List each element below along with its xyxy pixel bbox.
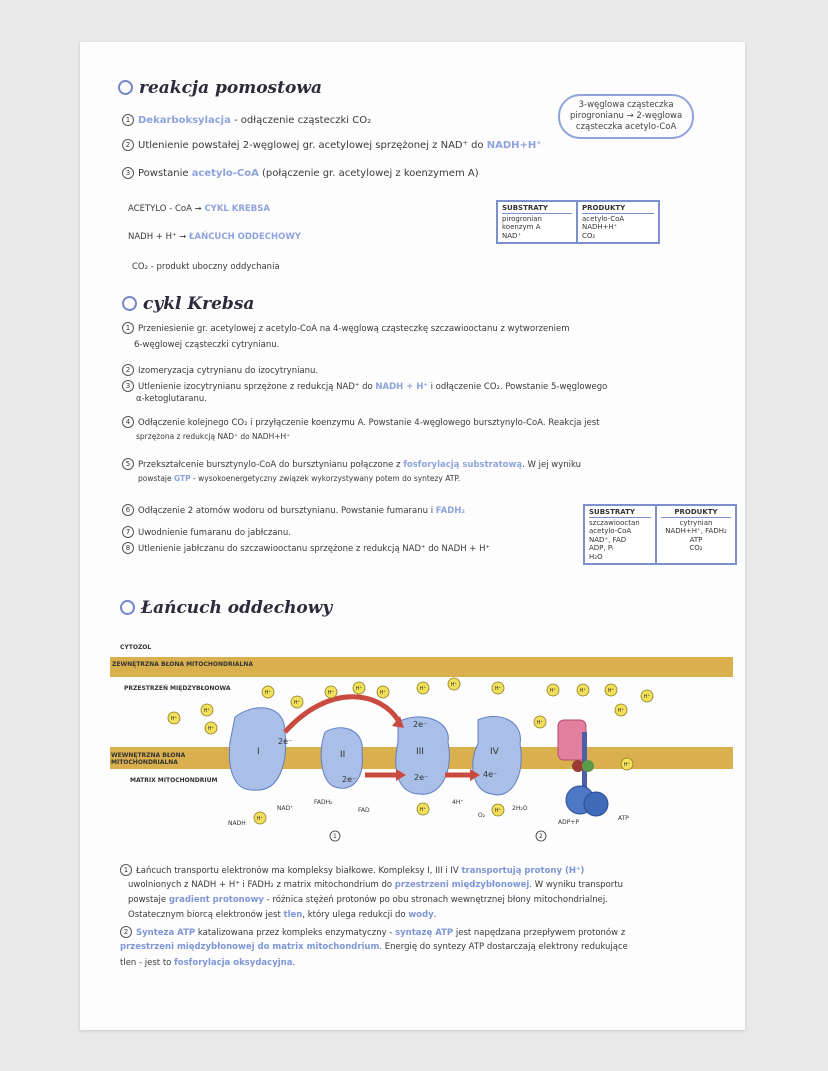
atp-label: ATP bbox=[618, 815, 629, 822]
number-2-icon: 2 bbox=[122, 139, 134, 151]
fad-label: FAD bbox=[358, 807, 370, 814]
note-2-line-3: tlen - jest to fosforylacja oksydacyjna. bbox=[120, 958, 296, 968]
water-label: 2H₂O bbox=[512, 805, 528, 812]
krebs-step-7: 7 Uwodnienie fumaranu do jabłczanu. bbox=[122, 526, 291, 538]
number-1-icon: 1 bbox=[122, 322, 134, 334]
note-1-line-1: 1 Łańcuch transportu elektronów ma kompleksy białkowe. Kompleksy I, III i IV transportują protony (H⁺) bbox=[120, 864, 584, 876]
krebs-step-3b: α-ketoglutaranu. bbox=[136, 394, 207, 404]
electrons-label: 2e⁻ bbox=[414, 773, 429, 782]
bullet-circle-icon bbox=[120, 600, 135, 615]
marker-2-label: 2 bbox=[539, 833, 543, 840]
proton-label: H⁺ bbox=[170, 716, 178, 722]
krebs-step-2: 2 Izomeryzacja cytrynianu do izocytrynianu. bbox=[122, 364, 318, 376]
krebs-step-5b: powstaje GTP - wysokoenergetyczny związek wykorzystywany potem do syntezy ATP. bbox=[138, 474, 461, 483]
krebs-step-6: 6 Odłączenie 2 atomów wodoru od bursztynianu. Powstanie fumaranu i FADH₂ bbox=[122, 504, 465, 516]
proton-label: H⁺ bbox=[643, 694, 651, 700]
respiratory-chain-diagram bbox=[80, 632, 745, 852]
proton-label: H⁺ bbox=[327, 690, 335, 696]
adp-label: ADP+P bbox=[558, 819, 579, 826]
nadh-label: NADH bbox=[228, 820, 246, 827]
bridge-step-2: 2 Utlenienie powstałej 2-węglowej gr. acetylowej sprzężonej z NAD⁺ do NADH+H⁺ bbox=[122, 139, 542, 151]
nadh-flow: NADH + H⁺ ➞ ŁAŃCUCH ODDECHOWY bbox=[128, 232, 301, 242]
number-2-icon: 2 bbox=[122, 364, 134, 376]
bullet-circle-icon bbox=[118, 80, 133, 95]
intermembrane-label: PRZESTRZEŃ MIĘDZYBŁONOWA bbox=[124, 685, 231, 692]
note-cloud: 3-węglowa cząsteczka pirogronianu → 2-węglowa cząsteczka acetylo-CoA bbox=[558, 94, 694, 139]
atp-synthase-subunit bbox=[582, 760, 594, 772]
proton-label: H⁺ bbox=[256, 816, 264, 822]
number-1-icon: 1 bbox=[122, 114, 134, 126]
atp-synthase-head bbox=[584, 792, 608, 816]
krebs-step-4: 4 Odłączenie kolejnego CO₂ i przyłączenie koenzymu A. Powstanie 4-węglowego bursztynylo-CoA. Reakcja jest bbox=[122, 416, 600, 428]
proton-label: H⁺ bbox=[419, 686, 427, 692]
bridge-step-3: 3 Powstanie acetylo-CoA (połączenie gr. acetylowej z koenzymem A) bbox=[122, 167, 479, 179]
proton-label: H⁺ bbox=[607, 688, 615, 694]
nad-label: NAD⁺ bbox=[277, 805, 294, 812]
proton-label: H⁺ bbox=[623, 762, 631, 768]
note-2-line-1: 2 Synteza ATP katalizowana przez kompleks enzymatyczny - syntazę ATP jest napędzana przepływem protonów z bbox=[120, 926, 625, 938]
note-1-line-3: powstaje gradient protonowy - różnica stężeń protonów po obu stronach wewnętrznej błony mitochondrialnej. bbox=[128, 895, 608, 905]
section-title-krebs: cykl Krebsa bbox=[122, 294, 254, 314]
krebs-step-8: 8 Utlenienie jabłczanu do szczawiooctanu sprzężone z redukcją NAD⁺ do NADH + H⁺ bbox=[122, 542, 490, 554]
proton-label: H⁺ bbox=[450, 682, 458, 688]
acetyl-flow: ACETYLO - CoA ➞ CYKL KREBSA bbox=[128, 204, 270, 214]
note-2-line-2: przestrzeni międzybłonowej do matrix mitochondrium. Energię do syntezy ATP dostarczają elektrony redukujące bbox=[120, 942, 628, 952]
inner-membrane-label-2: MITOCHONDRIALNA bbox=[111, 759, 178, 766]
substrates-column: SUBSTRATY pirogronian koenzym A NAD⁺ bbox=[498, 202, 578, 242]
proton-label: H⁺ bbox=[264, 690, 272, 696]
proton-label: H⁺ bbox=[379, 690, 387, 696]
proton-label: H⁺ bbox=[419, 807, 427, 813]
complex-I-label: I bbox=[257, 747, 260, 757]
bridge-table bbox=[496, 200, 660, 244]
products-column: PRODUKTY cytrynian NADH+H⁺, FADH₂ ATP CO₂ bbox=[657, 506, 735, 563]
proton-label: H⁺ bbox=[494, 686, 502, 692]
atp-synthase-rotor bbox=[558, 720, 586, 760]
proton-label: H⁺ bbox=[579, 688, 587, 694]
section-title-chain: Łańcuch oddechowy bbox=[120, 598, 332, 618]
matrix-label: MATRIX MITOCHONDRIUM bbox=[130, 777, 218, 784]
note-1-line-2: uwolnionych z NADH + H⁺ i FADH₂ z matrix mitochondrium do przestrzeni międzybłonowej. W wyniku transportu bbox=[128, 880, 623, 890]
proton-label: H⁺ bbox=[293, 700, 301, 706]
inner-membrane-label: WEWNĘTRZNA BŁONA bbox=[111, 752, 186, 759]
number-8-icon: 8 bbox=[122, 542, 134, 554]
number-7-icon: 7 bbox=[122, 526, 134, 538]
number-2-icon: 2 bbox=[120, 926, 132, 938]
electrons-label: 2e⁻ bbox=[278, 737, 293, 746]
krebs-step-1: 1 Przeniesienie gr. acetylowej z acetylo-CoA na 4-węglową cząsteczkę szczawiooctanu z wytworzeniem bbox=[122, 322, 570, 334]
electrons-label: 2e⁻ bbox=[342, 775, 357, 784]
substrates-column: SUBSTRATY szczawiooctan acetylo-CoA NAD⁺, FAD ADP, Pᵢ H₂O bbox=[585, 506, 657, 563]
krebs-step-4b: sprzężona z redukcją NAD⁺ do NADH+H⁺ bbox=[136, 432, 291, 441]
number-1-icon: 1 bbox=[120, 864, 132, 876]
marker-1-label: 1 bbox=[333, 833, 337, 840]
proton-label: H⁺ bbox=[207, 726, 215, 732]
bullet-circle-icon bbox=[122, 296, 137, 311]
complex-III-label: III bbox=[416, 747, 424, 757]
arrow-right-icon: ➞ bbox=[179, 232, 187, 242]
notebook-page bbox=[80, 42, 745, 1030]
section-title-bridge: reakcja pomostowa bbox=[118, 78, 322, 98]
co2-note: CO₂ - produkt uboczny oddychania bbox=[132, 262, 280, 272]
arrow-right-icon: ➞ bbox=[194, 204, 202, 214]
four-protons-label: 4H⁺ bbox=[452, 799, 464, 806]
oxygen-label: O₂ bbox=[478, 812, 486, 819]
proton-label: H⁺ bbox=[536, 720, 544, 726]
number-3-icon: 3 bbox=[122, 167, 134, 179]
number-4-icon: 4 bbox=[122, 416, 134, 428]
note-1-line-4: Ostatecznym biorcą elektronów jest tlen, który ulega redukcji do wody. bbox=[128, 910, 437, 920]
number-5-icon: 5 bbox=[122, 458, 134, 470]
proton-label: H⁺ bbox=[549, 688, 557, 694]
proton-label: H⁺ bbox=[203, 708, 211, 714]
electrons-label: 4e⁻ bbox=[483, 770, 498, 779]
proton-label: H⁺ bbox=[494, 808, 502, 814]
complex-IV-label: IV bbox=[490, 747, 499, 757]
krebs-step-3: 3 Utlenienie izocytrynianu sprzężone z redukcją NAD⁺ do NADH + H⁺ i odłączenie CO₂. Powstanie 5-węglowego bbox=[122, 380, 607, 392]
outer-membrane-label: ZEWNĘTRZNA BŁONA MITOCHONDRIALNA bbox=[112, 661, 253, 668]
bridge-step-1: 1 Dekarboksylacja - odłączenie cząsteczki CO₂ bbox=[122, 114, 371, 126]
proton-label: H⁺ bbox=[617, 708, 625, 714]
krebs-table bbox=[583, 504, 737, 565]
number-3-icon: 3 bbox=[122, 380, 134, 392]
krebs-step-5: 5 Przekształcenie bursztynylo-CoA do bursztynianu połączone z fosforylacją substratową. W jej wyniku bbox=[122, 458, 581, 470]
electrons-label: 2e⁻ bbox=[413, 720, 428, 729]
proton-label: H⁺ bbox=[355, 686, 363, 692]
fadh2-label: FADH₂ bbox=[314, 799, 333, 806]
products-column: PRODUKTY acetylo-CoA NADH+H⁺ CO₂ bbox=[578, 202, 658, 242]
krebs-step-1b: 6-węglowej cząsteczki cytrynianu. bbox=[134, 340, 280, 350]
cytosol-label: CYTOZOL bbox=[120, 644, 152, 651]
number-6-icon: 6 bbox=[122, 504, 134, 516]
complex-II-label: II bbox=[340, 750, 346, 760]
